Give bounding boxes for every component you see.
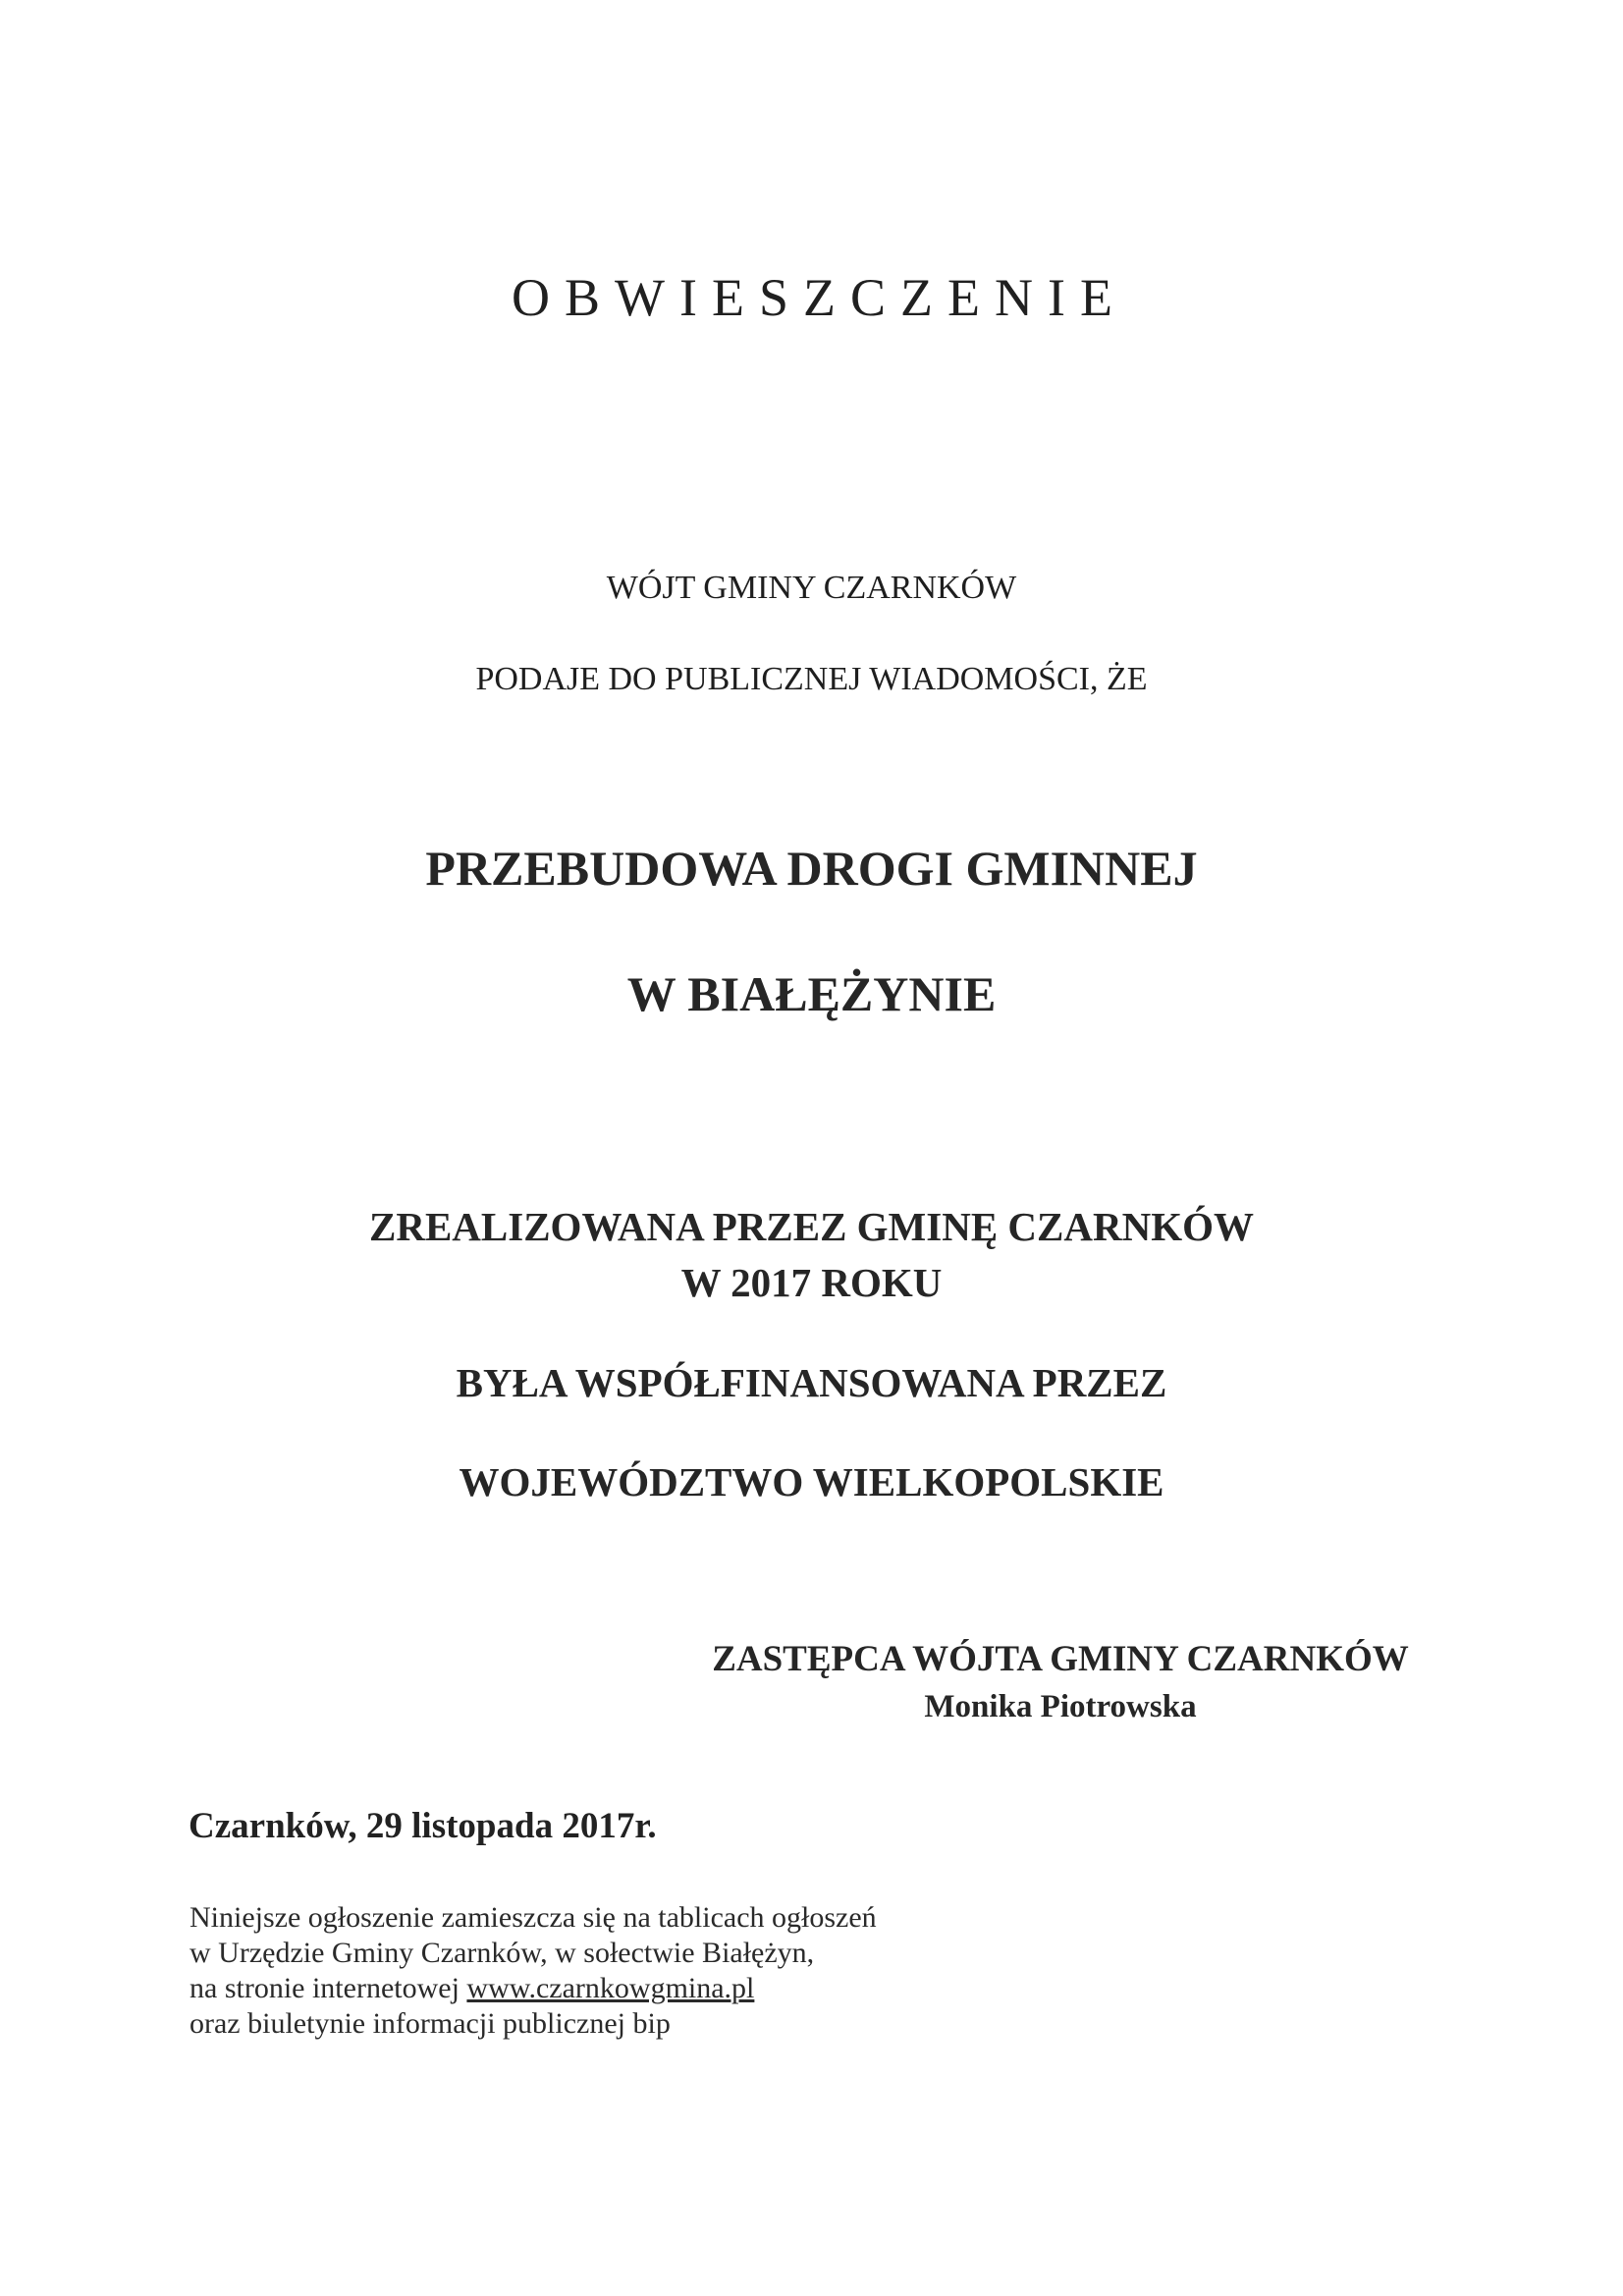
notice-line-1: Niniejsze ogłoszenie zamieszcza się na tablicach ogłoszeń <box>189 1901 877 1934</box>
place-date: Czarnków, 29 listopada 2017r. <box>189 1806 657 1846</box>
website-link[interactable]: www.czarnkowgmina.pl <box>466 1972 755 2004</box>
document-heading: OBWIESZCZENIE <box>512 268 1127 327</box>
realization-line-3: BYŁA WSPÓŁFINANSOWANA PRZEZ <box>456 1360 1167 1405</box>
realization-line-1: ZREALIZOWANA PRZEZ GMINĘ CZARNKÓW <box>369 1204 1254 1249</box>
authority-line-2: PODAJE DO PUBLICZNEJ WIADOMOŚCI, ŻE <box>475 661 1148 697</box>
realization-line-4: WOJEWÓDZTWO WIELKOPOLSKIE <box>459 1459 1164 1504</box>
project-title-line-1: PRZEBUDOWA DROGI GMINNEJ <box>425 841 1198 896</box>
notice-line-3-prefix: na stronie internetowej <box>189 1972 467 2004</box>
publication-notice <box>189 1900 877 2042</box>
signature-role: ZASTĘPCA WÓJTA GMINY CZARNKÓW <box>712 1639 1409 1679</box>
project-title-line-2: W BIAŁĘŻYNIE <box>626 966 997 1021</box>
signature-name: Monika Piotrowska <box>924 1689 1197 1724</box>
notice-line-3 <box>189 1971 877 2006</box>
notice-line-4: oraz biuletynie informacji publicznej bip <box>189 2007 671 2040</box>
authority-line-1: WÓJT GMINY CZARNKÓW <box>606 570 1017 606</box>
realization-line-2: W 2017 ROKU <box>680 1260 943 1305</box>
notice-line-2: w Urzędzie Gminy Czarnków, w sołectwie Białężyn, <box>189 1937 815 1969</box>
